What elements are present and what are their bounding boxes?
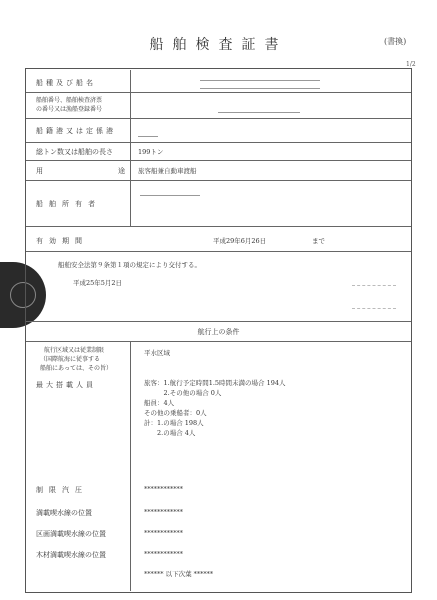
conditions-header: 航行上の条件: [197, 328, 240, 336]
tonnage-value: 199トン: [138, 148, 164, 156]
zone-load-line-value: ************: [144, 529, 183, 537]
load-line-label: 満載喫水線の位置: [36, 509, 92, 517]
tonnage-label: 総トン数又は船舶の長さ: [36, 148, 113, 156]
validity-date: 平成29年6月26日: [213, 237, 267, 245]
ship-number-value-line: [218, 112, 300, 113]
use-label-end: 途: [118, 167, 125, 175]
port-label: 船籍港又は定係港: [36, 127, 116, 135]
ship-number-label-1: 船舶番号、船舶検査済票: [36, 97, 103, 104]
validity-until: まで: [312, 237, 325, 245]
issuance-statement: 船舶安全法第９条第１項の規定により交付する。: [58, 261, 201, 269]
row-divider: [26, 180, 411, 181]
capacity-line: 計：1.の場合 198人: [144, 419, 204, 427]
ship-name-value-line: [200, 88, 320, 89]
continued-note: ****** 以下次葉 ******: [144, 570, 214, 578]
capacity-line: 2.の場合 4人: [144, 429, 196, 437]
area-value: 平水区域: [144, 349, 170, 357]
owner-value-line: [140, 195, 200, 196]
row-divider: [26, 251, 411, 252]
port-value-line: [138, 136, 158, 137]
capacity-line: 2.その他の場合 0人: [144, 389, 222, 397]
pressure-label: 制限汽圧: [36, 486, 88, 494]
capacity-line: 船員：4人: [144, 399, 175, 407]
area-label-1: 航行区域又は従業制限: [44, 347, 105, 354]
row-divider: [26, 341, 411, 342]
capacity-label: 最大搭載人員: [36, 381, 96, 389]
ship-name-label: 船種及び船名: [36, 79, 96, 87]
timber-load-line-label: 木材満載喫水線の位置: [36, 551, 106, 559]
area-label-3: 船舶にあっては、その旨）: [40, 365, 112, 372]
issuer-line: [352, 285, 396, 286]
validity-label: 有効期間: [36, 237, 88, 245]
document-title: 船舶検査証書: [149, 37, 288, 53]
ship-number-label-2: の番号又は漁船登録番号: [36, 106, 103, 113]
issuance-date: 平成25年5月2日: [73, 279, 123, 287]
row-divider: [26, 118, 411, 119]
owner-label: 船舶所有者: [36, 200, 101, 208]
pressure-value: ************: [144, 485, 183, 493]
row-divider: [26, 226, 411, 227]
use-label-start: 用: [36, 167, 43, 175]
row-divider: [26, 92, 411, 93]
issuer-line: [352, 308, 396, 309]
capacity-line: その他の乗船者：0人: [144, 409, 207, 417]
row-divider: [26, 160, 411, 161]
capacity-line: 旅客：1.航行予定時間1.5時間未満の場合 194人: [144, 379, 286, 387]
zone-load-line-label: 区画満載喫水線の位置: [36, 530, 106, 538]
row-divider: [26, 321, 411, 322]
timber-load-line-value: ************: [144, 550, 183, 558]
area-label-2: （国際航海に従事する: [40, 356, 101, 363]
capacity-details: [144, 378, 286, 438]
document-type: (書換): [384, 37, 407, 46]
label-column-divider: [130, 70, 131, 226]
use-value: 旅客船兼自動車渡船: [138, 167, 197, 175]
ship-name-value-line: [200, 80, 320, 81]
page-number: 1/2: [406, 61, 416, 68]
row-divider: [26, 142, 411, 143]
label-column-divider-lower: [130, 341, 131, 591]
load-line-value: ************: [144, 508, 183, 516]
